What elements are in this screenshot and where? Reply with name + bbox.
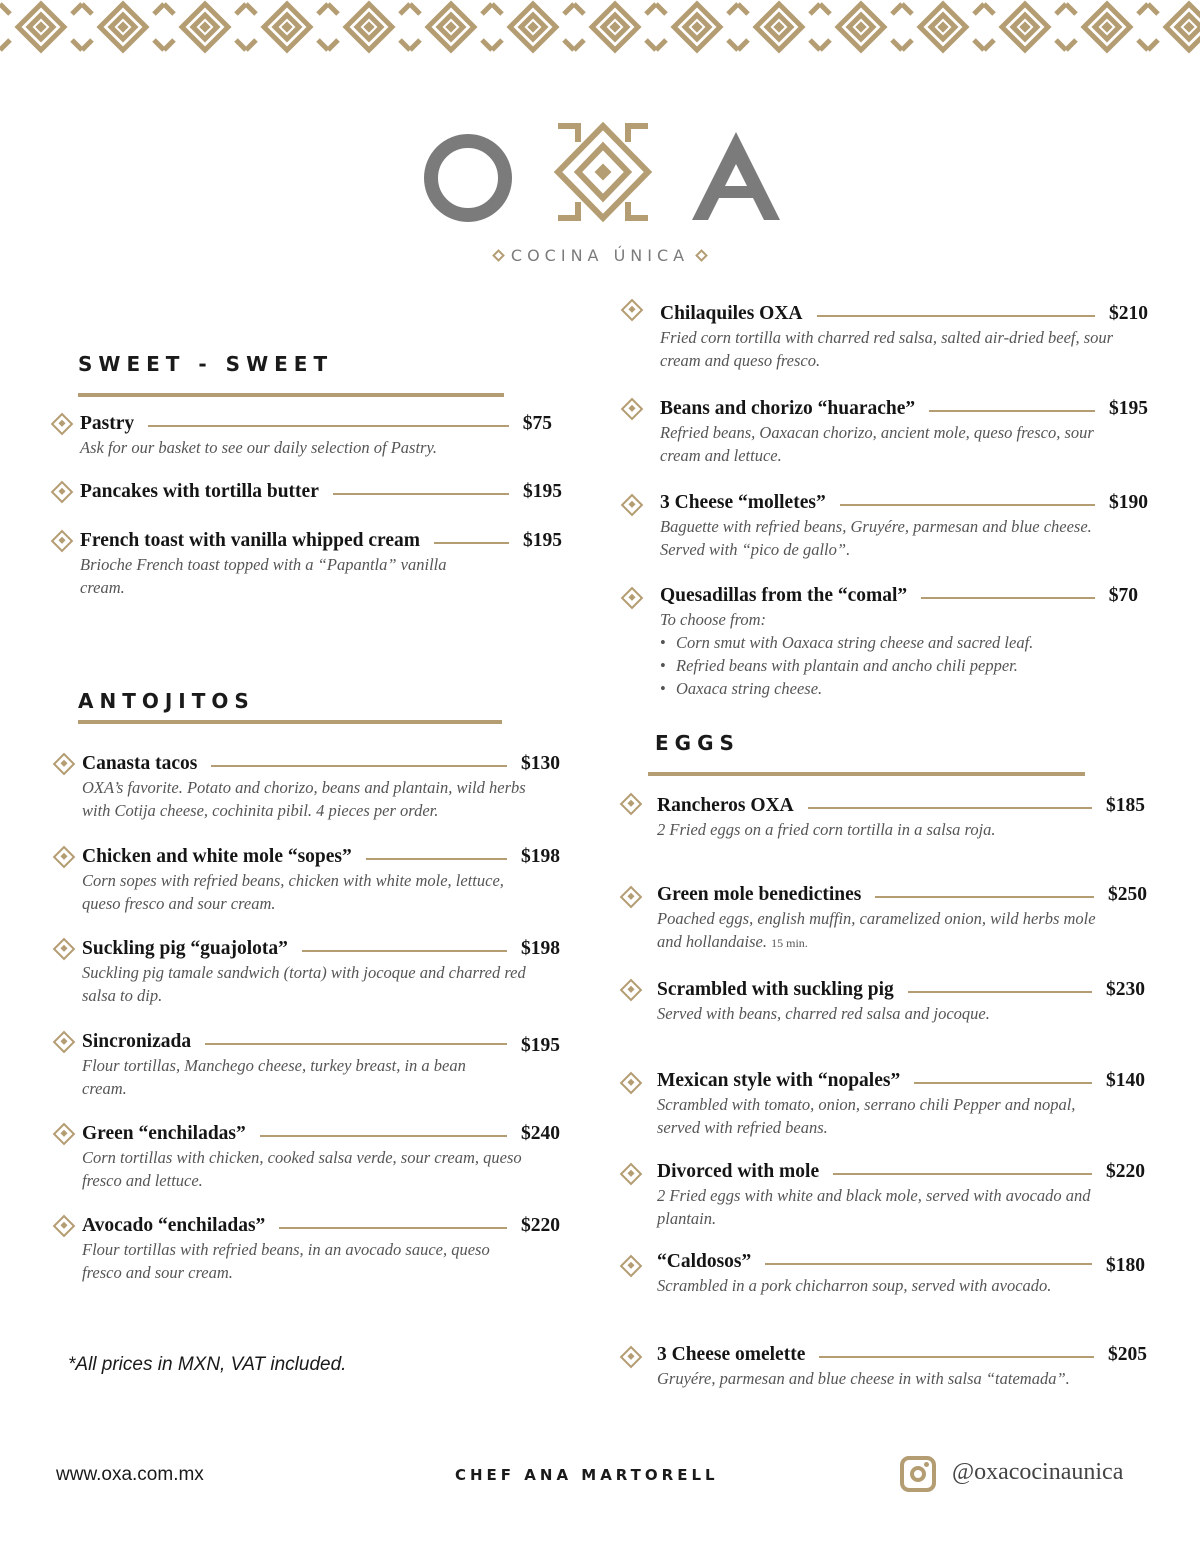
section-title-eggs: EGGS	[655, 731, 740, 755]
leader-line	[765, 1263, 1092, 1265]
menu-item	[657, 1160, 1145, 1230]
leader-line	[908, 991, 1092, 993]
leader-line	[833, 1173, 1092, 1175]
logo-pattern-x	[548, 120, 658, 224]
oxa-logo	[424, 120, 786, 224]
instagram-icon[interactable]	[900, 1456, 936, 1492]
option-list	[660, 631, 1138, 700]
menu-item	[660, 302, 1148, 372]
item-name: Scrambled with suckling pig	[657, 979, 894, 1000]
diamond-bullet-icon	[621, 494, 644, 517]
item-description: Suckling pig tamale sandwich (torta) with jocoque and charred red salsa to dip.	[82, 963, 526, 1005]
item-price: $240	[521, 1123, 560, 1144]
leader-line	[808, 807, 1092, 809]
leader-line	[279, 1227, 507, 1229]
diamond-bullet-icon	[53, 753, 76, 776]
leader-line	[205, 1043, 507, 1045]
menu-item	[82, 1030, 560, 1100]
diamond-bullet-icon	[620, 886, 643, 909]
item-name: Sincronizada	[82, 1031, 192, 1052]
item-description: 2 Fried eggs with white and black mole, served with avocado and plantain.	[657, 1186, 1091, 1228]
item-description: Scrambled with tomato, onion, serrano chili Pepper and nopal, served with refried beans.	[657, 1095, 1076, 1137]
section-title-sweet: SWEET - SWEET	[78, 352, 334, 376]
item-name: Chilaquiles OXA	[660, 303, 803, 324]
leader-line	[302, 950, 507, 952]
menu-item	[80, 412, 552, 459]
item-name: Rancheros OXA	[657, 795, 794, 816]
item-name: Mexican style with “nopales”	[657, 1070, 901, 1091]
chef-credit: CHEF ANA MARTORELL	[455, 1466, 719, 1484]
item-price: $195	[523, 481, 562, 502]
section-rule	[78, 393, 504, 397]
diamond-bullet-icon	[53, 1031, 76, 1054]
diamond-bullet-icon	[621, 299, 644, 322]
item-price: $195	[521, 1035, 560, 1056]
item-description: Flour tortillas, Manchego cheese, turkey breast, in a bean cream.	[82, 1056, 466, 1098]
diamond-bullet-icon	[53, 846, 76, 869]
item-name: Avocado “enchiladas”	[82, 1215, 266, 1236]
menu-item	[80, 529, 562, 599]
diamond-bullet-icon	[620, 1163, 643, 1186]
diamond-bullet-icon	[53, 1123, 76, 1146]
section-title-antojitos: ANTOJITOS	[78, 689, 255, 713]
diamond-bullet-icon	[620, 1346, 643, 1369]
menu-item	[82, 845, 560, 915]
item-description: Flour tortillas with refried beans, in an avocado sauce, queso fresco and sour cream.	[82, 1240, 490, 1282]
menu-item	[657, 1343, 1147, 1390]
item-description: Corn tortillas with chicken, cooked salsa verde, sour cream, queso fresco and lettuce.	[82, 1148, 522, 1190]
diamond-bullet-icon	[620, 1255, 643, 1278]
diamond-bullet-icon	[620, 793, 643, 816]
menu-item	[82, 1214, 560, 1284]
leader-line	[434, 542, 509, 544]
diamond-bullet-icon	[620, 979, 643, 1002]
leader-line	[921, 597, 1095, 599]
item-price: $75	[522, 413, 552, 434]
option-item: • Oaxaca string cheese.	[660, 677, 1138, 700]
menu-item	[657, 883, 1147, 955]
item-name: French toast with vanilla whipped cream	[80, 530, 420, 551]
logo-letter-o	[424, 134, 512, 222]
item-price: $210	[1109, 303, 1148, 324]
tagline	[480, 243, 720, 267]
diamond-bullet-icon	[51, 413, 74, 436]
menu-item	[657, 1250, 1145, 1297]
item-description: Gruyére, parmesan and blue cheese in with salsa “tatemada”.	[657, 1369, 1070, 1388]
diamond-bullet-icon	[620, 1072, 643, 1095]
item-price: $180	[1106, 1255, 1145, 1276]
leader-line	[366, 858, 507, 860]
item-description: Served with beans, charred red salsa and jocoque.	[657, 1004, 990, 1023]
diamond-icon	[695, 249, 708, 262]
leader-line	[819, 1356, 1094, 1358]
prep-time-note: 15 min.	[771, 936, 808, 950]
item-name: 3 Cheese omelette	[657, 1344, 806, 1365]
diamond-icon	[492, 249, 505, 262]
section-rule	[78, 720, 502, 724]
menu-item	[657, 794, 1145, 841]
menu-item	[657, 1069, 1145, 1139]
item-name: Suckling pig “guajolota”	[82, 938, 288, 959]
item-description: Brioche French toast topped with a “Papantla” vanilla cream.	[80, 555, 447, 597]
item-description: Ask for our basket to see our daily selection of Pastry.	[80, 438, 437, 457]
leader-line	[148, 425, 509, 427]
leader-line	[914, 1082, 1092, 1084]
leader-line	[929, 410, 1095, 412]
item-description: Scrambled in a pork chicharron soup, served with avocado.	[657, 1276, 1052, 1295]
item-price: $250	[1108, 884, 1147, 905]
item-name: Pastry	[80, 413, 135, 434]
tagline-text: COCINA ÚNICA	[510, 245, 690, 265]
item-description: OXA’s favorite. Potato and chorizo, beans and plantain, wild herbs with Cotija cheese, cochinita pibil. 4 pieces per order.	[82, 778, 526, 820]
item-price: $130	[521, 753, 560, 774]
item-description: Baguette with refried beans, Gruyére, parmesan and blue cheese. Served with “pico de gallo”.	[660, 517, 1092, 559]
item-price: $185	[1106, 795, 1145, 816]
item-name: Canasta tacos	[82, 753, 198, 774]
item-price: $190	[1109, 492, 1148, 513]
menu-item	[660, 491, 1148, 561]
diamond-bullet-icon	[51, 530, 74, 553]
leader-line	[840, 504, 1095, 506]
diamond-bullet-icon	[51, 481, 74, 504]
leader-line	[211, 765, 507, 767]
menu-item	[82, 752, 560, 822]
item-price: $195	[523, 530, 562, 551]
item-price: $198	[521, 938, 560, 959]
menu-item	[80, 480, 562, 504]
item-price: $70	[1108, 585, 1138, 606]
menu-item	[82, 1122, 560, 1192]
diamond-bullet-icon	[53, 938, 76, 961]
leader-line	[333, 493, 509, 495]
item-name: “Caldosos”	[657, 1251, 752, 1272]
item-price: $198	[521, 846, 560, 867]
leader-line	[260, 1135, 507, 1137]
leader-line	[817, 315, 1096, 317]
item-description: Fried corn tortilla with charred red salsa, salted air-dried beef, sour cream and queso fresco.	[660, 328, 1114, 370]
item-description: 2 Fried eggs on a fried corn tortilla in a salsa roja.	[657, 820, 996, 839]
logo-letter-a	[686, 128, 786, 222]
item-name: Pancakes with tortilla butter	[80, 481, 319, 502]
item-name: Beans and chorizo “huarache”	[660, 398, 916, 419]
menu-item	[660, 397, 1148, 467]
instagram-handle[interactable]: @oxacocinaunica	[952, 1459, 1124, 1485]
top-pattern-band	[0, 0, 1200, 54]
item-name: Divorced with mole	[657, 1161, 820, 1182]
diamond-bullet-icon	[621, 587, 644, 610]
item-name: Green mole benedictines	[657, 884, 862, 905]
item-price: $220	[1106, 1161, 1145, 1182]
item-name: Green “enchiladas”	[82, 1123, 246, 1144]
item-description: Poached eggs, english muffin, caramelized onion, wild herbs mole and hollandaise.	[657, 909, 1096, 951]
diamond-bullet-icon	[621, 398, 644, 421]
item-description: To choose from:	[660, 610, 767, 629]
item-price: $195	[1109, 398, 1148, 419]
item-name: Quesadillas from the “comal”	[660, 585, 908, 606]
menu-item	[657, 978, 1145, 1025]
item-price: $220	[521, 1215, 560, 1236]
diamond-bullet-icon	[53, 1215, 76, 1238]
section-rule	[648, 772, 1085, 776]
item-price: $140	[1106, 1070, 1145, 1091]
item-description: Corn sopes with refried beans, chicken with white mole, lettuce, queso fresco and sour cream.	[82, 871, 504, 913]
leader-line	[875, 896, 1094, 898]
item-price: $230	[1106, 979, 1145, 1000]
option-item: • Refried beans with plantain and ancho chili pepper.	[660, 654, 1138, 677]
menu-item	[82, 937, 560, 1007]
website-link[interactable]: www.oxa.com.mx	[56, 1464, 204, 1485]
option-item: • Corn smut with Oaxaca string cheese and sacred leaf.	[660, 631, 1138, 654]
price-note: *All prices in MXN, VAT included.	[68, 1354, 347, 1375]
item-price: $205	[1108, 1344, 1147, 1365]
item-name: Chicken and white mole “sopes”	[82, 846, 352, 867]
menu-item	[660, 584, 1138, 700]
item-name: 3 Cheese “molletes”	[660, 492, 826, 513]
item-description: Refried beans, Oaxacan chorizo, ancient mole, queso fresco, sour cream and lettuce.	[660, 423, 1094, 465]
